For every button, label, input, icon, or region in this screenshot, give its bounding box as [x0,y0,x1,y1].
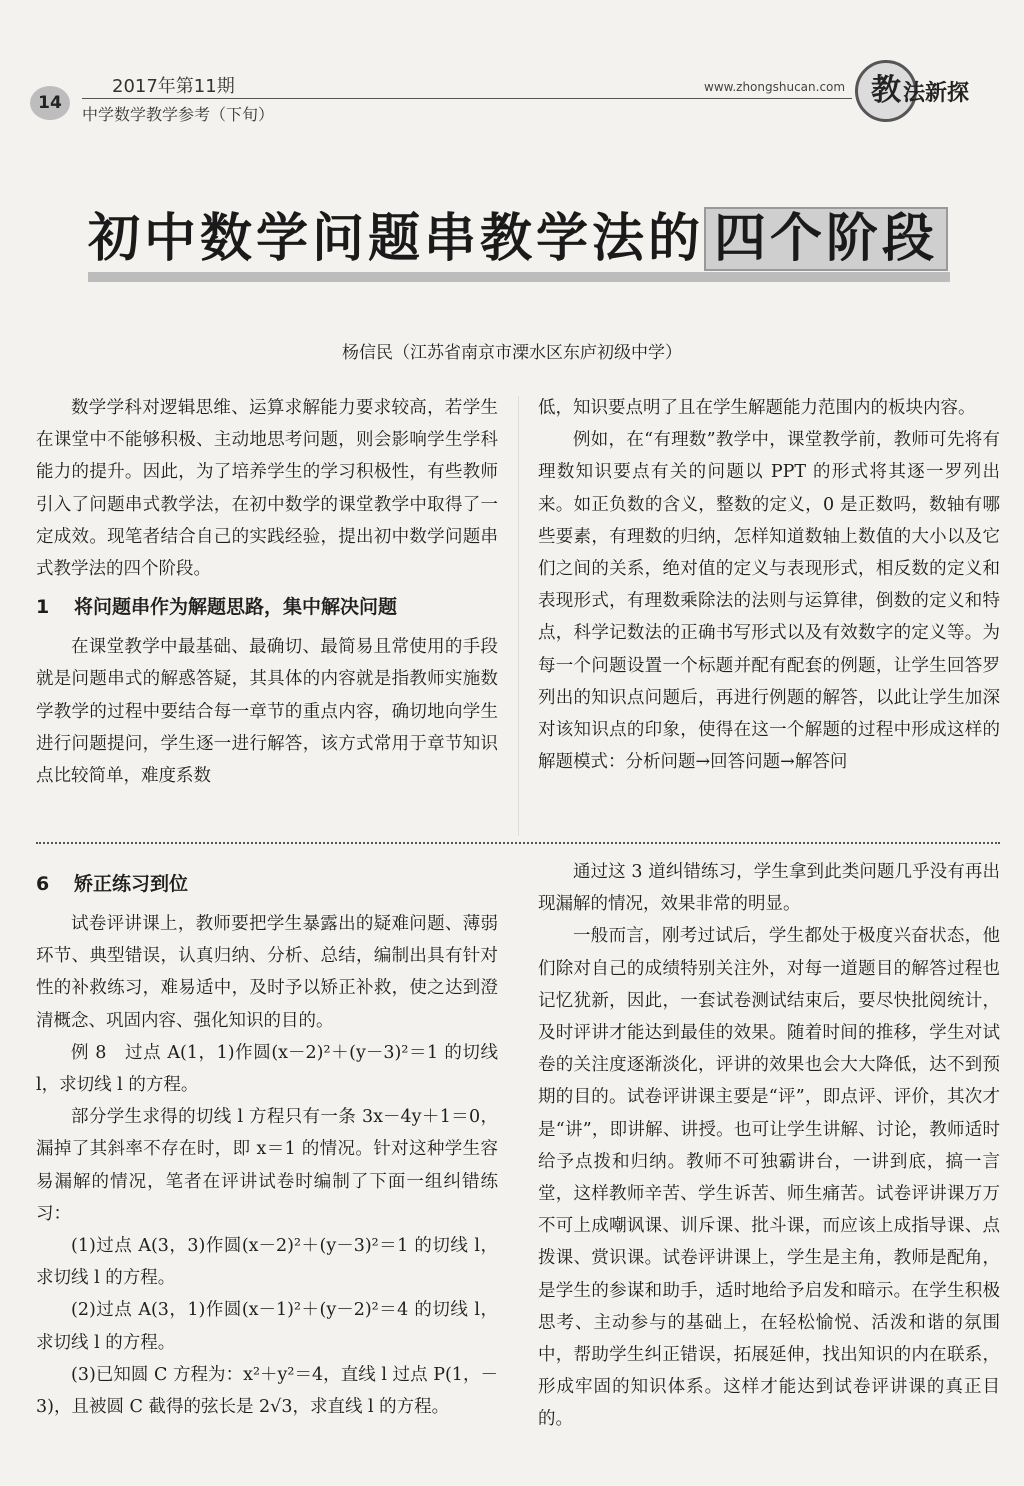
header-rule [82,98,852,99]
author-line: 杨信民（江苏省南京市溧水区东庐初级中学） [342,343,682,363]
intro-paragraph: 数学学科对逻辑思维、运算求解能力要求较高，若学生在课堂中不能够积极、主动地思考问题，则会影响学生学科能力的提升。因此，为了培养学生的学习积极性，有些教师引入了问题串式教学法，在初中数学的课堂教学中取得了一定成效。现笔者结合自己的实践经验，提出初中数学问题串式教学法的四个阶段。 [36,398,498,580]
issue-label: 2017年第11期 [112,76,235,97]
exercise-3: (3)已知圆 C 方程为：x²＋y²＝4，直线 l 过点 P(1，－3)，且被圆 C 截得的弦长是 2√3，求直线 l 的方程。 [36,1364,498,1418]
column-right-bottom [538,856,1000,1436]
student-error-paragraph: 部分学生求得的切线 l 方程只有一条 3x－4y＋1＝0，漏掉了其斜率不存在时，即 x＝1 的情况。针对这种学生容易漏解的情况，笔者在评讲试卷时编制了下面一组纠错练习： [36,1107,498,1224]
example-paragraph: 例如，在“有理数”教学中，课堂教学前，教师可先将有理数知识要点有关的问题以 PPT 的形式将其逐一罗列出来。如正负数的含义，整数的定义，0 是正数吗，数轴有哪些要素，有理数的归纳，怎样知道数轴上数值的大小以及它们之间的关系，绝对值的定义与表现形式，相反数的定义和表现形式，有理数乘除法的法则与运算律，倒数的定义和特点，科学记数法的正确书写形式以及有效数字的定义等。为每一个问题设置一个标题并配有配套的例题，让学生回答罗列出的知识点问题后，再进行例题的解答，以此让学生加深对该知识点的印象，使得在这一个解题的过程中形成这样的解题模式：分析问题→回答问题→解答问 [538,430,1000,773]
example-8: 例 8 过点 A(1，1)作圆(x－2)²＋(y－3)²＝1 的切线 l，求切线 l 的方程。 [36,1042,498,1096]
website-url: www.zhongshucan.com [704,80,846,94]
review-paragraph: 一般而言，刚考过试后，学生都处于极度兴奋状态，他们除对自己的成绩特别关注外，对每一道题目的解答过程也记忆犹新，因此，一套试卷测试结束后，要尽快批阅统计，及时评讲才能达到最佳的效果。随着时间的推移，学生对试卷的关注度逐渐淡化，评讲的效果也会大大降低，达不到预期的目的。试卷评讲课主要是“评”，即点评、评价，其次才是“讲”，即讲解、讲授。也可让学生讲解、讨论，教师适时给予点拨和归纳。教师不可独霸讲台，一讲到底，搞一言堂，这样教师辛苦、学生诉苦、师生痛苦。试卷评讲课万万不可上成嘲讽课、训斥课、批斗课，而应该上成指导课、点拨课、赏识课。试卷评讲课上，学生是主角，教师是配角，是学生的参谋和助手，适时地给予启发和暗示。在学生积极思考、主动参与的基础上，在轻松愉悦、活泼和谐的氛围中，帮助学生纠正错误，拓展延伸，找出知识的内在联系，形成牢固的知识体系。这样才能达到试卷评讲课的真正目的。 [538,926,1000,1430]
exercise-2: (2)过点 A(3，1)作圆(x－1)²＋(y－2)²＝4 的切线 l，求切线 l 的方程。 [36,1300,498,1353]
column-logo [855,60,995,120]
section-divider [36,842,1000,844]
section-6-heading [36,868,498,900]
title-underline-bar [88,272,950,282]
section-6-number: 6 [36,873,50,895]
section-1-number: 1 [36,596,50,619]
section-1-heading [36,591,498,623]
title-main: 初中数学问题串教学法的 [88,209,705,269]
logo-text: 法新探 [903,81,970,106]
column-right-top [538,392,1000,778]
continued-paragraph: 低，知识要点明了且在学生解题能力范围内的板块内容。 [538,398,976,418]
exercise-1: (1)过点 A(3，3)作圆(x－2)²＋(y－3)²＝1 的切线 l，求切线 l 的方程。 [36,1236,498,1289]
page-number: 14 [30,86,70,120]
column-left-top [36,392,498,792]
journal-name: 中学数学教学参考（下旬） [82,105,275,124]
section-6-title: 矫正练习到位 [74,873,189,895]
section-1-paragraph: 在课堂教学中最基础、最确切、最简易且常使用的手段就是问题串式的解惑答疑，其具体的内容就是指教师实施数学教学的过程中要结合每一章节的重点内容，确切地向学生进行问题提问，学生逐一进行解答，该方式常用于章节知识点比较简单，难度系数 [36,637,498,787]
title-highlight: 四个阶段 [704,207,948,271]
section-1-title: 将问题串作为解题思路，集中解决问题 [74,596,398,619]
column-left-bottom [36,862,498,1423]
column-separator [518,396,519,836]
article-title [88,196,948,271]
logo-circle-char: 教 [855,60,917,122]
result-paragraph: 通过这 3 道纠错练习，学生拿到此类问题几乎没有再出现漏解的情况，效果非常的明显。 [538,862,1000,915]
section-6-paragraph: 试卷评讲课上，教师要把学生暴露出的疑难问题、薄弱环节、典型错误，认真归纳、分析、总结，编制出具有针对性的补救练习，难易适中，及时予以矫正补救，使之达到澄清概念、巩固内容、强化知识的目的。 [36,914,498,1031]
